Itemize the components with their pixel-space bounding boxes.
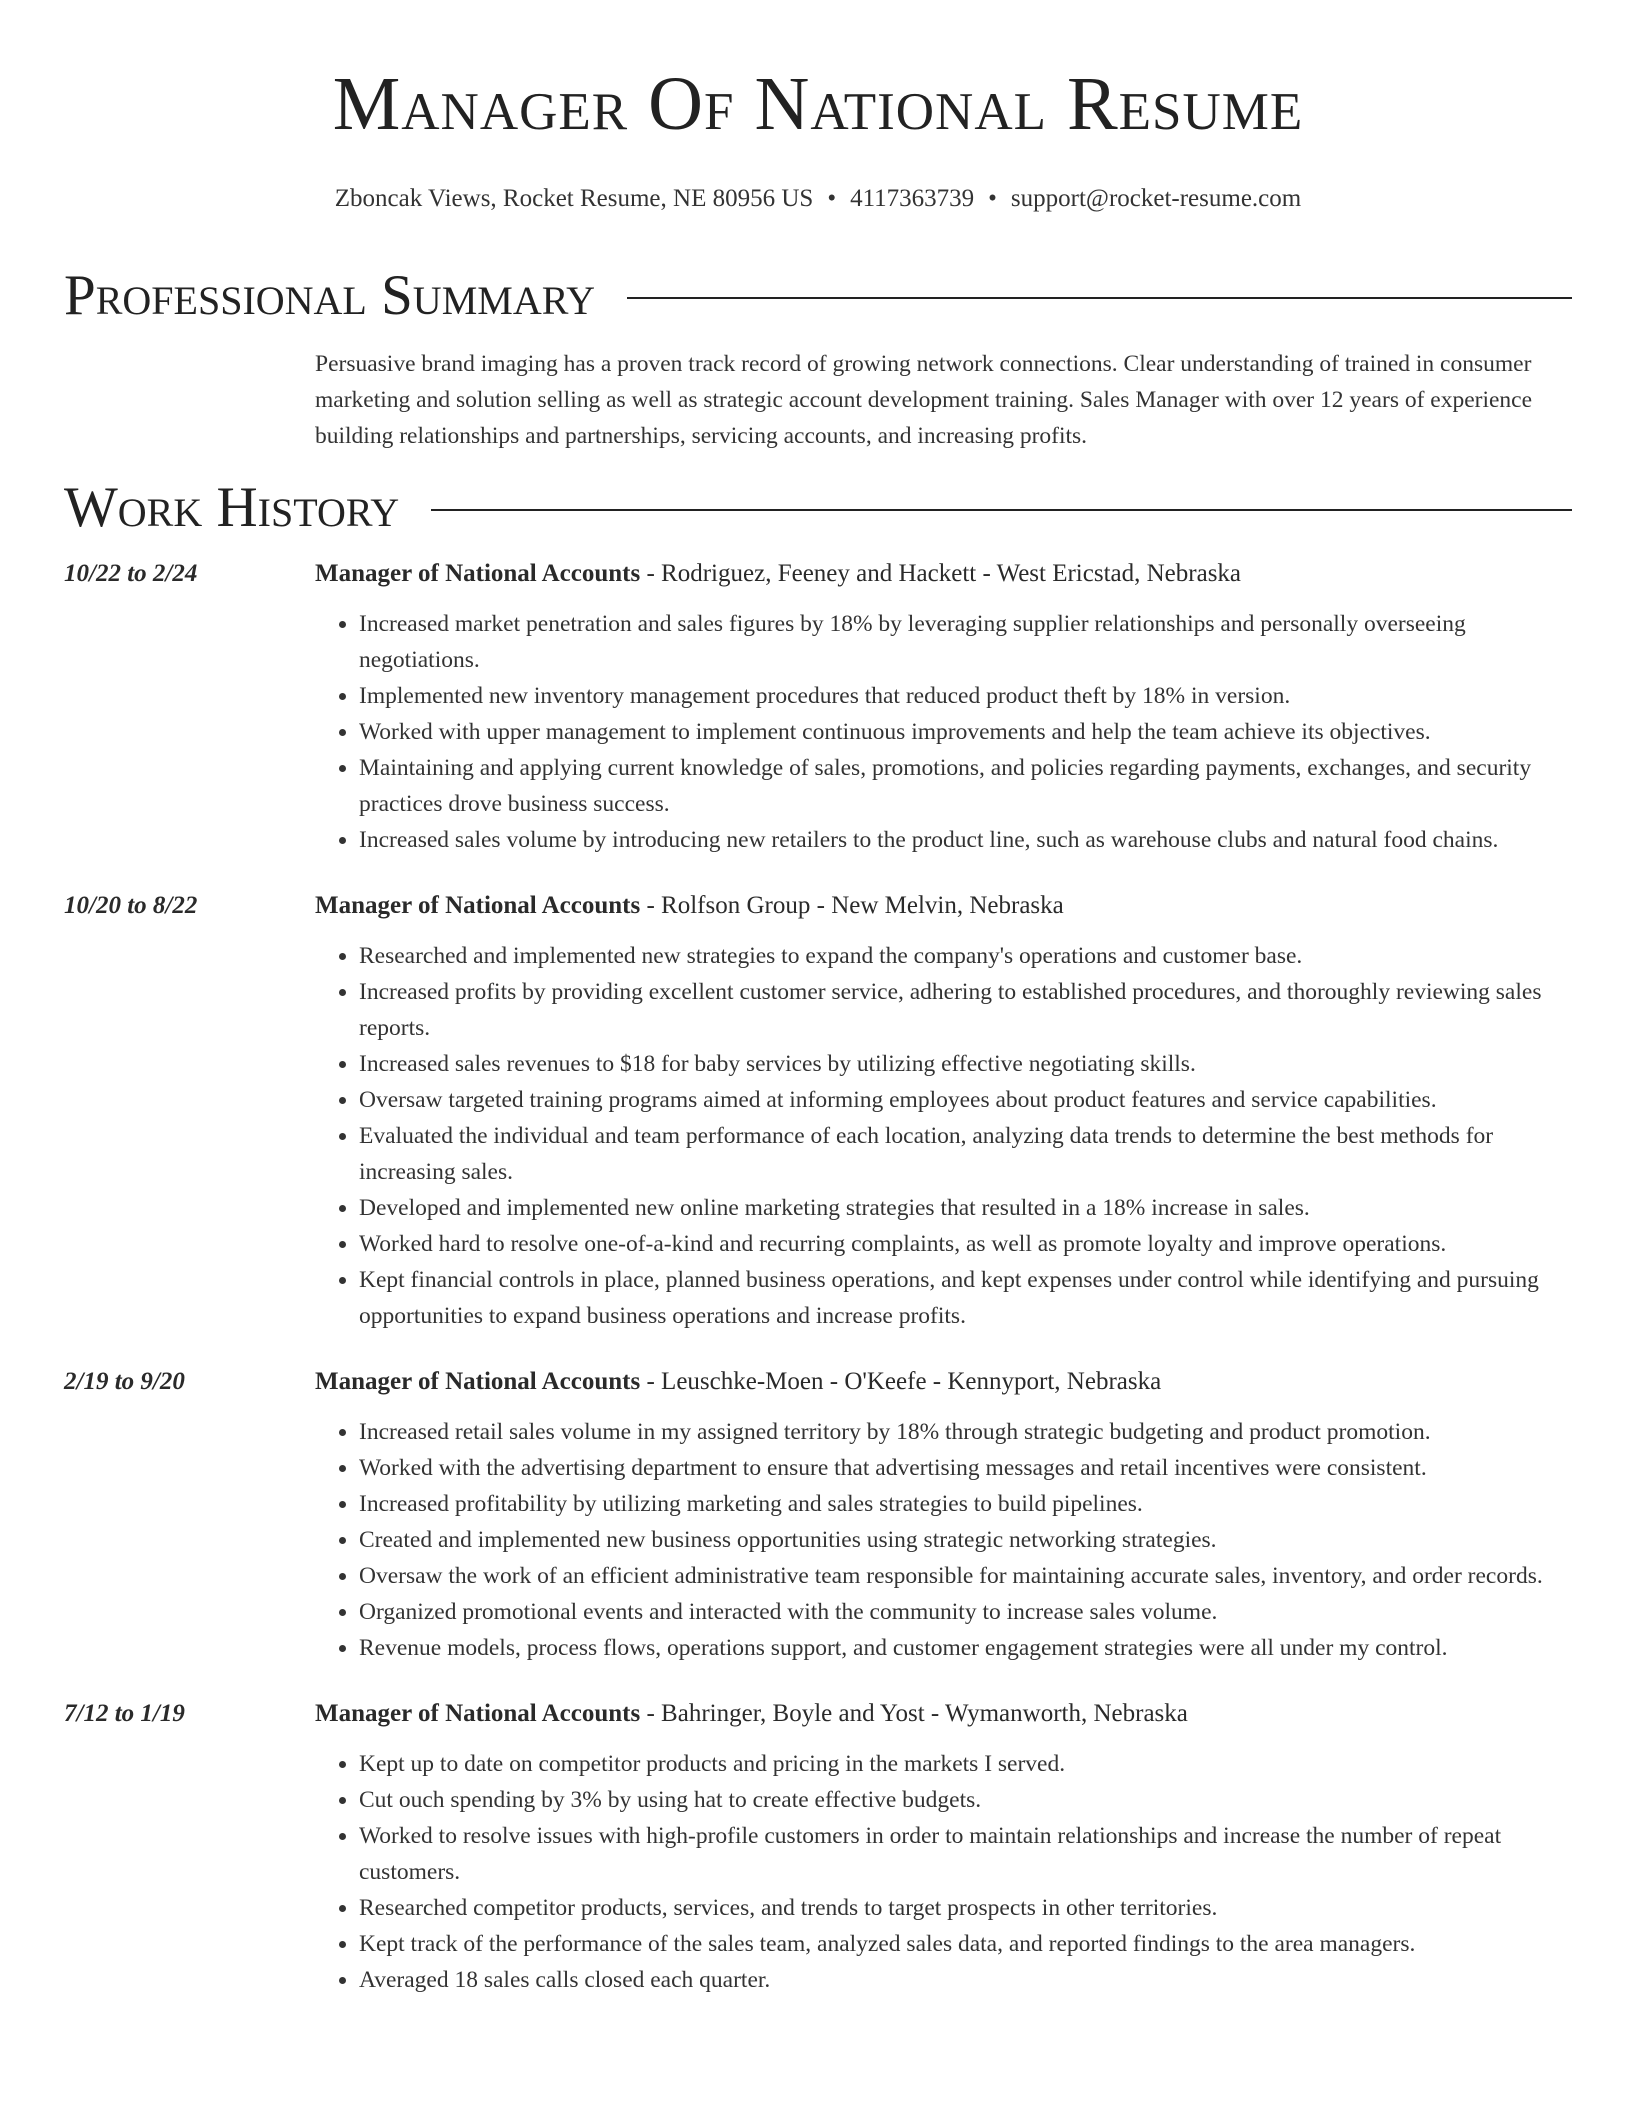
job-dates: 2/19 to 9/20	[64, 1368, 185, 1395]
job-bullets	[315, 606, 1572, 858]
job-bullet: • Averaged 18 sales calls closed each quarter.	[359, 1962, 1572, 1998]
job-bullet: • Implemented new inventory management procedures that reduced product theft by 18% in version.	[359, 678, 1572, 714]
job-bullet: • Developed and implemented new online marketing strategies that resulted in a 18% increase in sales.	[359, 1190, 1572, 1226]
job-bullet: • Kept up to date on competitor products and pricing in the markets I served.	[359, 1746, 1572, 1782]
job-bullet: • Increased retail sales volume in my assigned territory by 18% through strategic budgeting and product promotion.	[359, 1414, 1572, 1450]
job-bullet: • Worked hard to resolve one-of-a-kind and recurring complaints, as well as promote loyalty and improve operations.	[359, 1226, 1572, 1262]
job-bullet: • Increased profits by providing excellent customer service, adhering to established procedures, and thoroughly reviewing sales reports.	[359, 974, 1572, 1046]
summary-section-heading	[64, 264, 1572, 328]
job-details: - Bahringer, Boyle and Yost - Wymanworth, Nebraska	[640, 1700, 1188, 1727]
job-entry	[64, 1364, 1572, 1666]
job-bullets	[315, 1746, 1572, 1998]
contact-address: Zboncak Views, Rocket Resume, NE 80956 US	[334, 185, 814, 212]
work-heading-text: Work History	[64, 476, 400, 539]
contact-line	[64, 182, 1572, 216]
job-bullet: • Worked with upper management to implement continuous improvements and help the team achieve its objectives.	[359, 714, 1572, 750]
job-bullet: • Researched competitor products, services, and trends to target prospects in other territories.	[359, 1890, 1572, 1926]
summary-heading-text: Professional Summary	[64, 264, 596, 327]
job-bullet: • Revenue models, process flows, operations support, and customer engagement strategies were all under my control.	[359, 1630, 1572, 1666]
job-entry	[64, 888, 1572, 1334]
job-bullet: • Created and implemented new business opportunities using strategic networking strategies.	[359, 1522, 1572, 1558]
job-title: Manager of National Accounts	[315, 892, 641, 919]
contact-phone: 4117363739	[850, 185, 975, 212]
job-details: - Leuschke-Moen - O'Keefe - Kennyport, Nebraska	[640, 1368, 1162, 1395]
job-bullet: • Kept financial controls in place, planned business operations, and kept expenses under control while identifying and pursuing opportunities to expand business operations and increase profits.	[359, 1262, 1572, 1334]
job-bullet: • Evaluated the individual and team performance of each location, analyzing data trends to determine the best methods for increasing sales.	[359, 1118, 1572, 1190]
work-section-heading	[64, 476, 1572, 540]
job-details: - Rodriguez, Feeney and Hackett - West Ericstad, Nebraska	[640, 560, 1242, 587]
job-bullet: • Maintaining and applying current knowledge of sales, promotions, and policies regarding payments, exchanges, and security practices drove business success.	[359, 750, 1572, 822]
job-body	[315, 1364, 1572, 1666]
job-bullet: • Worked with the advertising department to ensure that advertising messages and retail incentives were consistent.	[359, 1450, 1572, 1486]
contact-separator: •	[827, 185, 837, 212]
job-bullet: • Increased profitability by utilizing marketing and sales strategies to build pipelines.	[359, 1486, 1572, 1522]
job-bullets	[315, 1414, 1572, 1666]
job-title-line	[315, 556, 1572, 592]
job-body	[315, 556, 1572, 858]
job-bullet: • Organized promotional events and interacted with the community to increase sales volume.	[359, 1594, 1572, 1630]
job-entry	[64, 1696, 1572, 1998]
job-body	[315, 888, 1572, 1334]
job-bullet: • Oversaw the work of an efficient administrative team responsible for maintaining accurate sales, inventory, and order records.	[359, 1558, 1572, 1594]
summary-text: Persuasive brand imaging has a proven track record of growing network connections. Clear understanding of trained in consumer marketing and solution selling as well as strategic account development training. Sales Manager with over 12 years of experience building relationships and partnerships, servicing accounts, and increasing profits.	[315, 351, 1533, 449]
job-details: - Rolfson Group - New Melvin, Nebraska	[640, 892, 1064, 919]
section-divider	[431, 509, 1572, 511]
job-bullet: • Oversaw targeted training programs aimed at informing employees about product features and service capabilities.	[359, 1082, 1572, 1118]
job-bullet: • Increased sales revenues to $18 for baby services by utilizing effective negotiating skills.	[359, 1046, 1572, 1082]
job-title-line	[315, 1696, 1572, 1732]
job-title-line	[315, 888, 1572, 924]
contact-separator: •	[988, 185, 997, 212]
job-title: Manager of National Accounts	[315, 560, 641, 587]
job-body	[315, 1696, 1572, 1998]
job-dates: 7/12 to 1/19	[64, 1700, 185, 1727]
job-bullet: • Kept track of the performance of the sales team, analyzed sales data, and reported findings to the area managers.	[359, 1926, 1572, 1962]
job-title: Manager of National Accounts	[315, 1368, 641, 1395]
job-bullet: • Worked to resolve issues with high-profile customers in order to maintain relationships and increase the number of repeat customers.	[359, 1818, 1572, 1890]
job-dates: 10/22 to 2/24	[64, 560, 198, 587]
job-bullet: • Increased sales volume by introducing new retailers to the product line, such as warehouse clubs and natural food chains.	[359, 822, 1572, 858]
contact-email: support@rocket-resume.com	[1010, 185, 1302, 212]
job-bullet: • Researched and implemented new strategies to expand the company's operations and customer base.	[359, 938, 1572, 974]
section-divider	[627, 297, 1572, 299]
job-title-line	[315, 1364, 1572, 1400]
job-dates: 10/20 to 8/22	[64, 892, 198, 919]
job-title: Manager of National Accounts	[315, 1700, 641, 1727]
resume-name: Manager Of National Resume	[332, 62, 1304, 146]
job-bullets	[315, 938, 1572, 1334]
job-bullet: • Cut ouch spending by 3% by using hat to create effective budgets.	[359, 1782, 1572, 1818]
job-bullet: • Increased market penetration and sales figures by 18% by leveraging supplier relationships and personally overseeing negotiations.	[359, 606, 1572, 678]
job-entry	[64, 556, 1572, 858]
